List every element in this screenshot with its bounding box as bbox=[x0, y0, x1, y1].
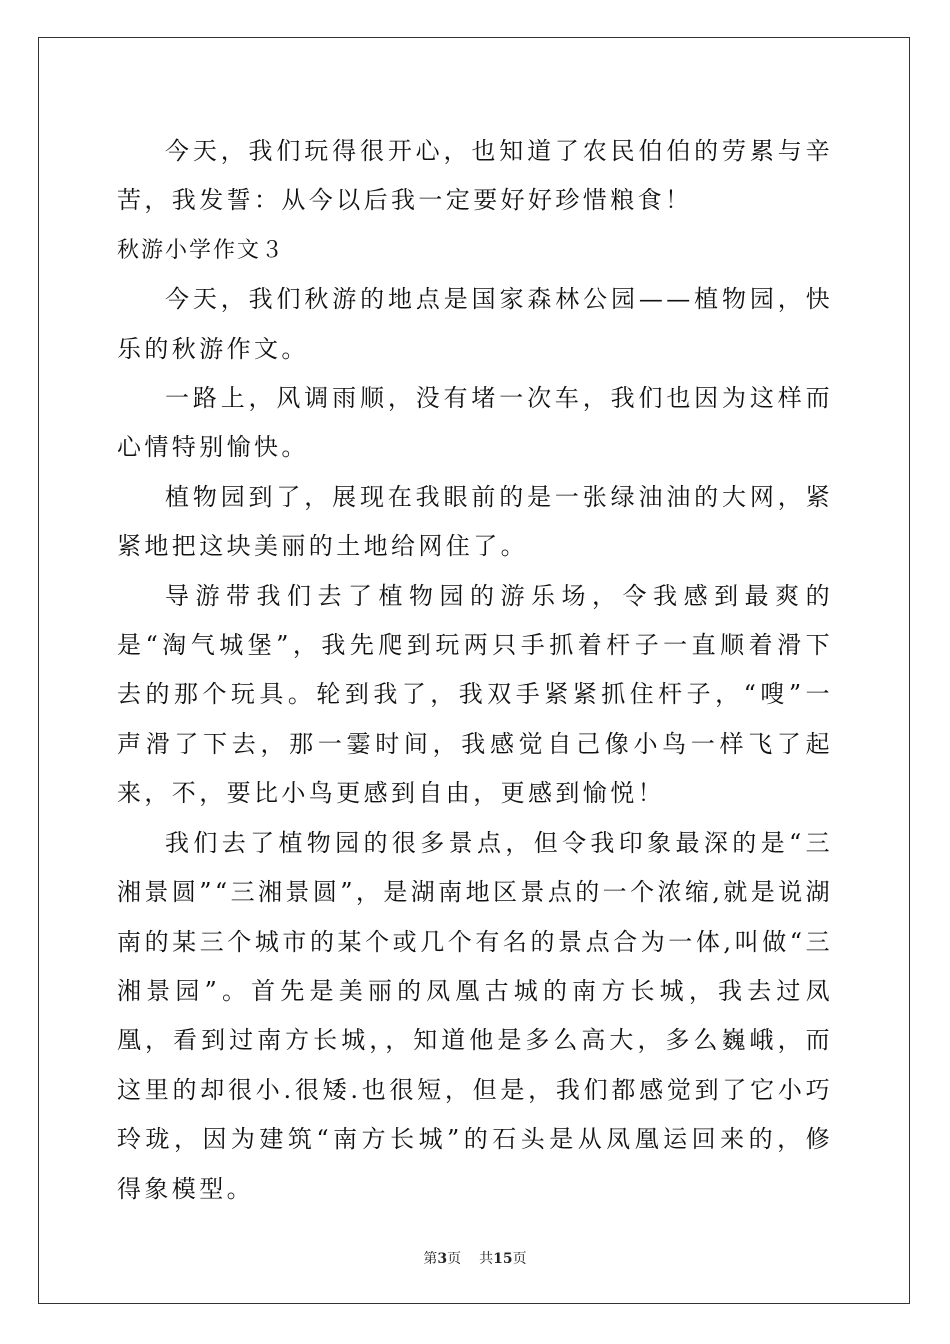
paragraph-5: 导游带我们去了植物园的游乐场，令我感到最爽的是“淘气城堡”，我先爬到玩两只手抓着杆子一直顺着滑下去的那个玩具。轮到我了，我双手紧紧抓住杆子，“嗖”一声滑了下去，那一霎时间，我感觉自己像小鸟一样飞了起来，不，要比小鸟更感到自由，更感到愉悦！ bbox=[117, 581, 833, 808]
document-body bbox=[117, 127, 833, 1214]
page-current: 3 bbox=[437, 1251, 448, 1267]
total-suffix: 页 bbox=[512, 1251, 527, 1267]
paragraph-4: 植物园到了，展现在我眼前的是一张绿油油的大网，紧紧地把这块美丽的土地给网住了。 bbox=[117, 482, 833, 561]
page-footer bbox=[0, 1248, 950, 1268]
page-total: 15 bbox=[493, 1251, 513, 1267]
paragraph-1: 今天，我们玩得很开心，也知道了农民伯伯的劳累与辛苦，我发誓：从今以后我一定要好好珍惜粮食！ bbox=[117, 137, 833, 215]
total-prefix: 共 bbox=[479, 1251, 494, 1267]
paragraph-2: 今天，我们秋游的地点是国家森林公园——植物园，快乐的秋游作文。 bbox=[117, 285, 833, 363]
section-heading: 秋游小学作文３ bbox=[117, 237, 286, 263]
page-suffix: 页 bbox=[447, 1251, 462, 1267]
page-prefix: 第 bbox=[423, 1251, 438, 1267]
paragraph-3: 一路上，风调雨顺，没有堵一次车，我们也因为这样而心情特别愉快。 bbox=[117, 384, 833, 462]
paragraph-6: 我们去了植物园的很多景点，但令我印象最深的是“三湘景圆”“三湘景圆”，是湖南地区景点的一个浓缩,就是说湖南的某三个城市的某个或几个有名的景点合为一体,叫做“三湘景园”。首先是美丽的凤凰古城的南方长城，我去过凤凰，看到过南方长城，，知道他是多么高大，多么巍峨，而这里的却很小.很矮.也很短，但是，我们都感觉到了它小巧玲珑，因为建筑“南方长城”的石头是从凤凰运回来的，修得象模型。 bbox=[117, 828, 833, 1203]
